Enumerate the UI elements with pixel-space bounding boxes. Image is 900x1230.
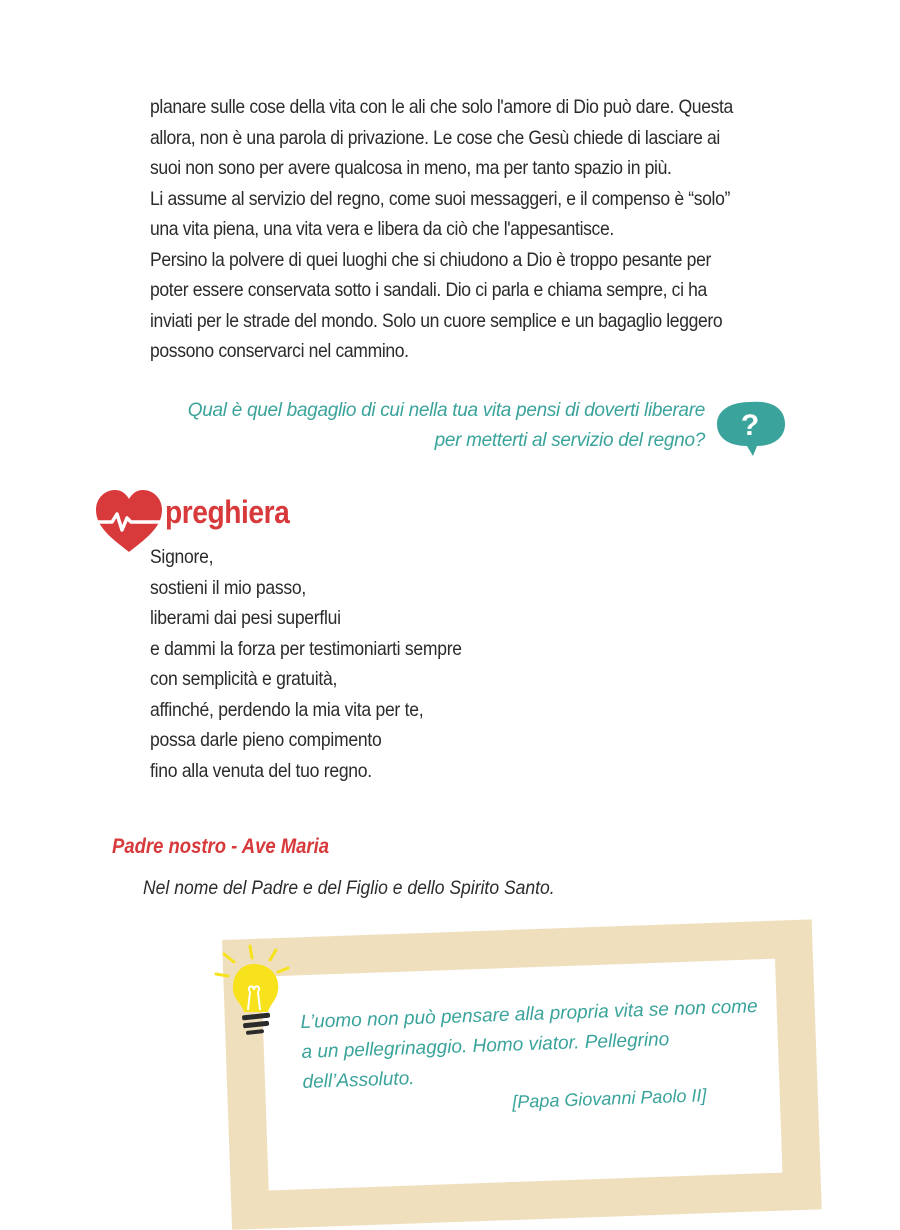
body-paragraph: [150, 92, 798, 367]
sign-of-cross-line: Nel nome del Padre e del Figlio e dello Spirito Santo.: [143, 877, 555, 899]
body-line: inviati per le strade del mondo. Solo un cuore semplice e un bagaglio leggero: [150, 309, 723, 332]
body-line: allora, non è una parola di privazione. Le cose che Gesù chiede di lasciare ai: [150, 126, 720, 149]
body-line: una vita piena, una vita vera e libera da ciò che l'appesantisce.: [150, 218, 614, 240]
prayer-line: sostieni il mio passo,: [150, 576, 306, 599]
body-line: poter essere conservata sotto i sandali. Dio ci parla e chiama sempre, ci ha: [150, 279, 707, 301]
question-bubble-icon: [713, 398, 787, 458]
lightbulb-icon: [208, 940, 294, 1040]
prayer-line: con semplicità e gratuità,: [150, 668, 338, 690]
prayer-line: affinché, perdendo la mia vita per te,: [150, 698, 424, 721]
prayer-line: liberami dai pesi superflui: [150, 607, 341, 629]
prayer-heading: preghiera: [165, 494, 290, 530]
body-line: Li assume al servizio del regno, come suoi messaggeri, e il compenso è “solo”: [150, 187, 730, 210]
prayer-line: Signore,: [150, 546, 214, 568]
body-line: planare sulle cose della vita con le ali che solo l'amore di Dio può dare. Questa: [150, 96, 733, 118]
prayer-line: possa darle pieno compimento: [150, 729, 382, 751]
body-line: Persino la polvere di quei luoghi che si chiudono a Dio è troppo pesante per: [150, 248, 711, 271]
question-line-2: per metterti al servizio del regno?: [434, 430, 705, 451]
body-line: suoi non sono per avere qualcosa in meno, ma per tanto spazio in più.: [150, 157, 672, 179]
closing-prayers-heading: Padre nostro - Ave Maria: [112, 835, 330, 858]
quote-text: L’uomo non può pensare alla propria vita se non come a un pellegrinaggio. Homo viator. Pellegrino dell’Assoluto.: [300, 996, 758, 1093]
prayer-line: e dammi la forza per testimoniarti sempre: [150, 637, 462, 660]
prayer-text: [150, 542, 462, 786]
question-mark: ?: [740, 409, 760, 442]
quote-author: [Papa Giovanni Paolo II]: [512, 1085, 707, 1112]
reflection-question: [188, 396, 705, 456]
prayer-line: fino alla venuta del tuo regno.: [150, 759, 372, 782]
body-line: possono conservarci nel cammino.: [150, 340, 409, 362]
question-line-1: Qual è quel bagaglio di cui nella tua vita pensi di doverti liberare: [187, 400, 705, 421]
